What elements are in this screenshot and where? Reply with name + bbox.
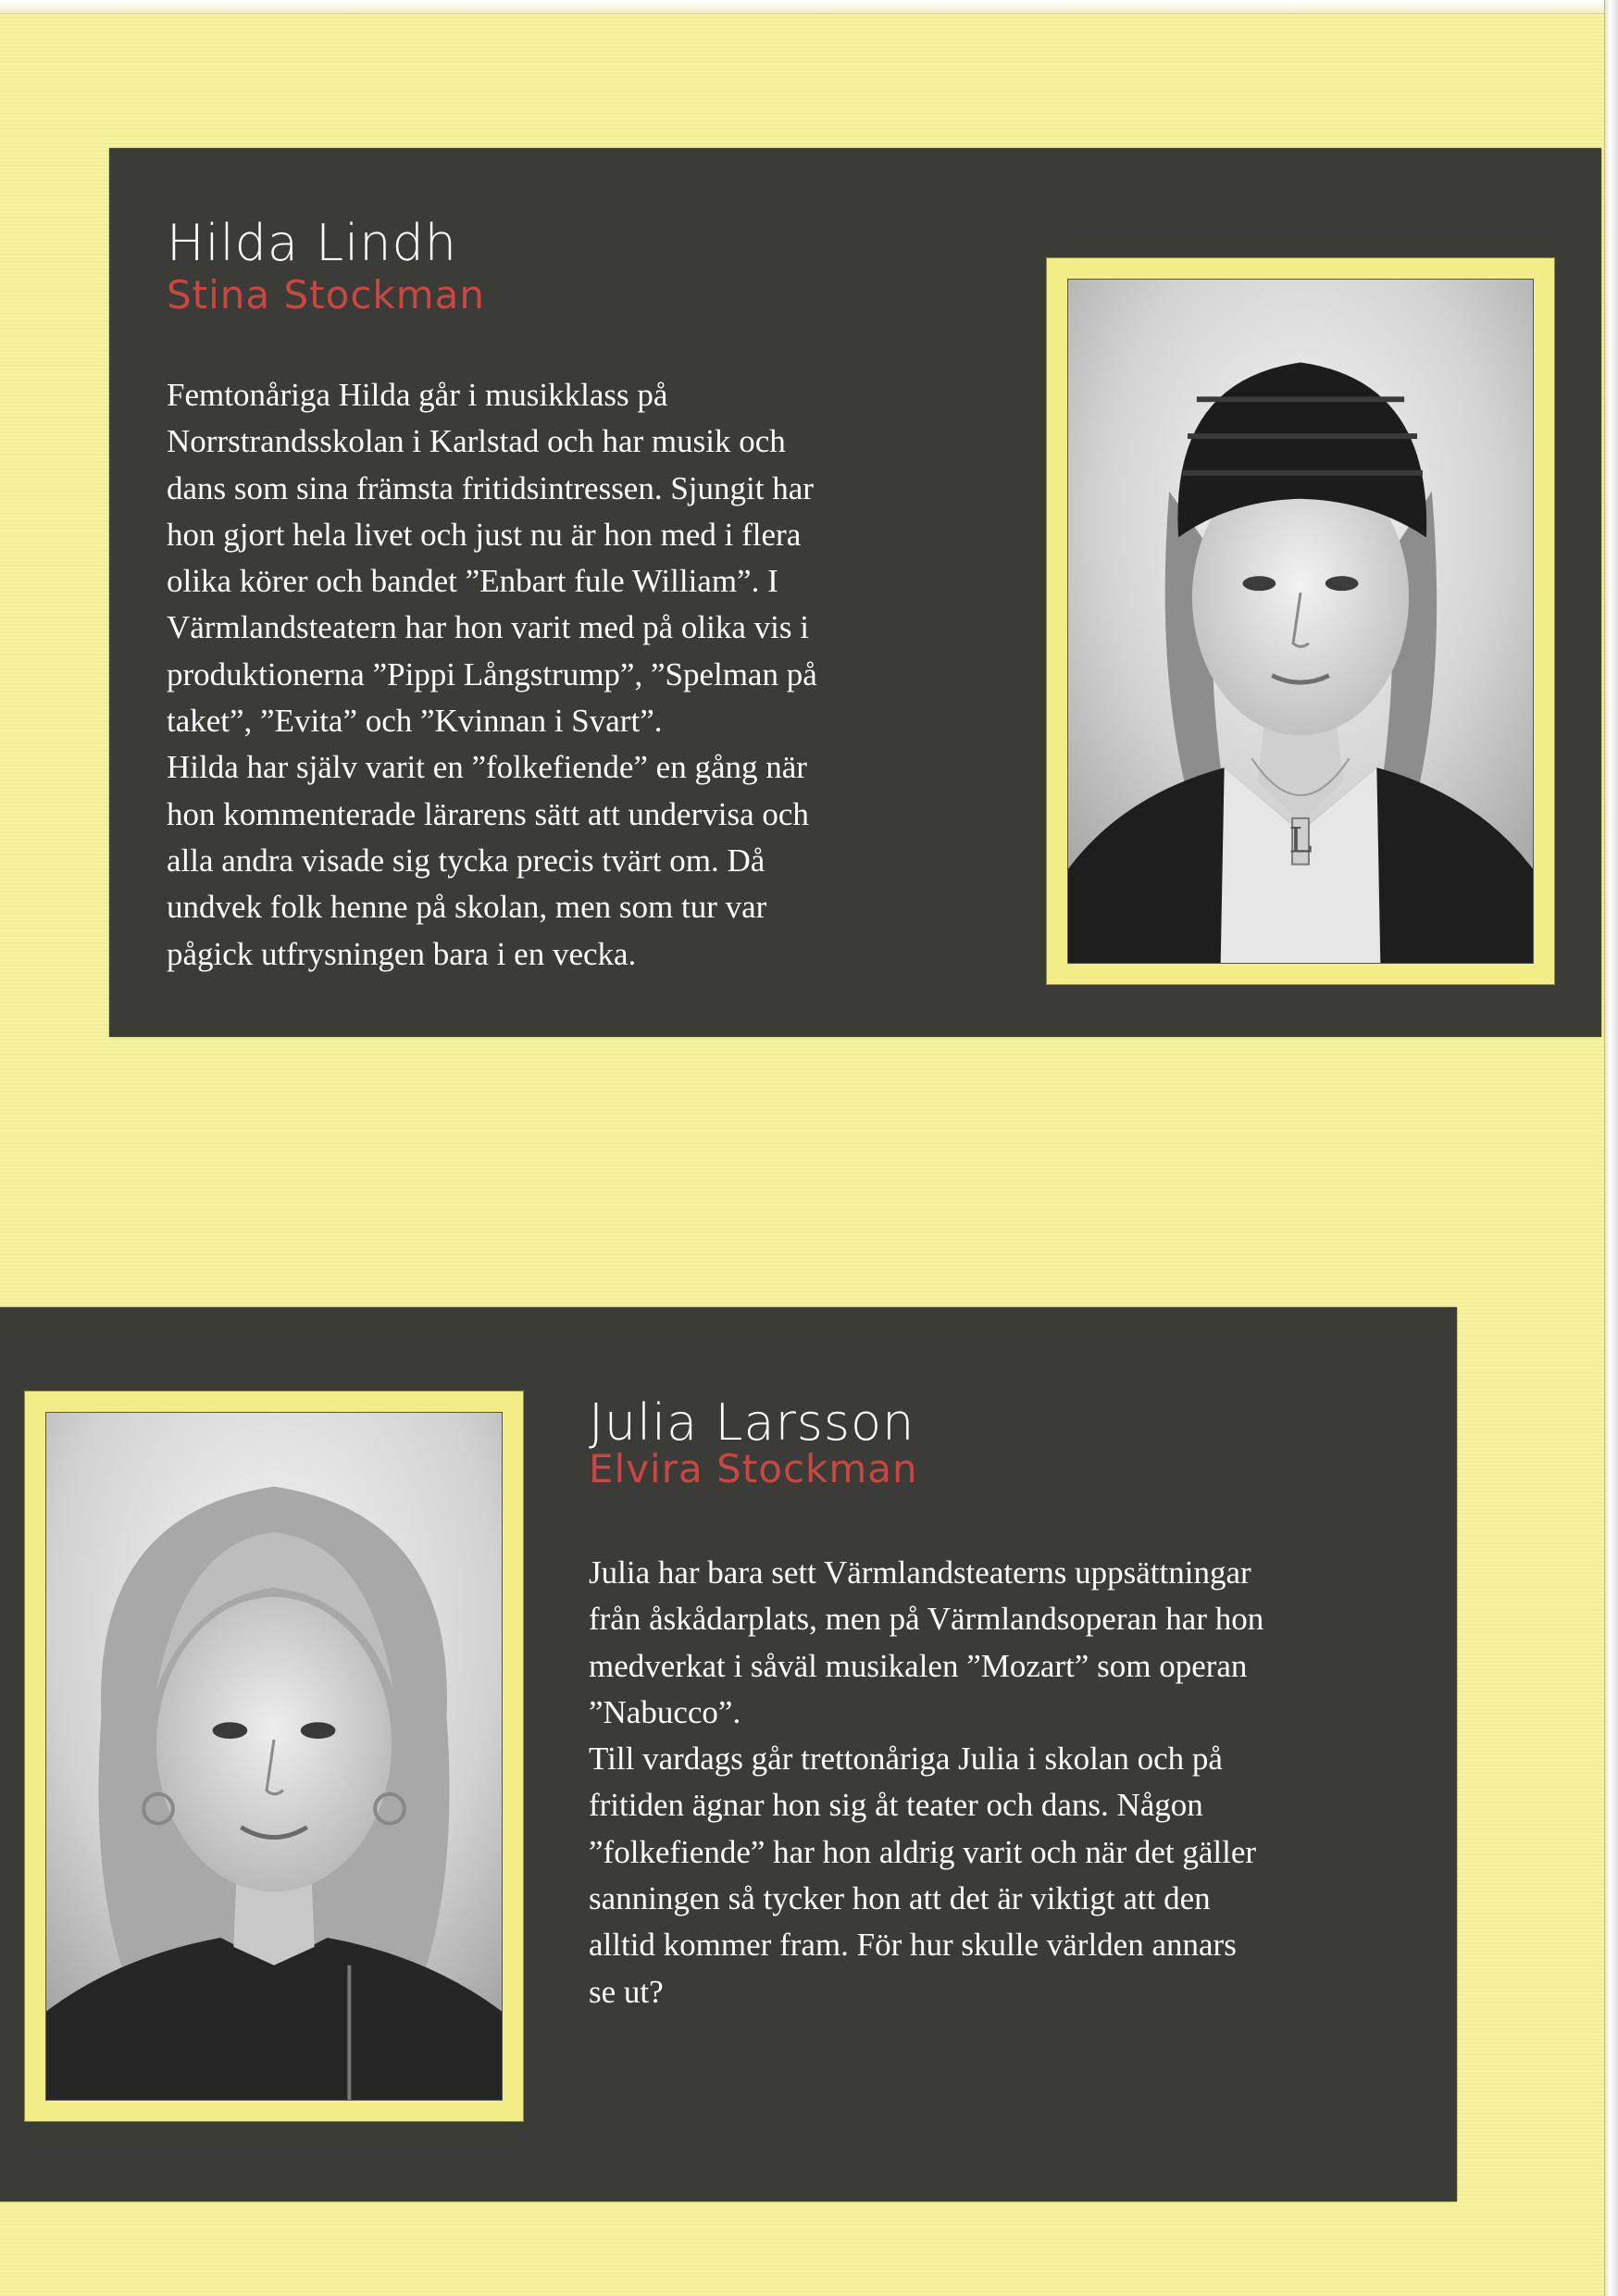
portrait-frame	[1046, 257, 1555, 985]
actor-name: Hilda Lindh	[167, 214, 457, 272]
character-role: Elvira Stockman	[589, 1446, 918, 1491]
page-right-edge	[1604, 0, 1618, 2296]
actor-name: Julia Larsson	[589, 1393, 915, 1452]
profile-card-hilda	[109, 148, 1601, 1037]
character-role: Stina Stockman	[167, 272, 486, 318]
actor-bio: Julia har bara sett Värmlandsteaterns uppsättningar från åskådarplats, men på Värmlandsoperan har hon medverkat i såväl musikalen ”Mozart” som operan ”Nabucco”. Till vardags går trettonåriga Julia i skolan och på fritiden ägnar hon sig åt teater och dans. Någon ”folkefiende” har hon aldrig varit och när det gäller sanningen så tycker hon att det är viktigt att den alltid kommer fram. För hur skulle världen annars se ut?	[589, 1554, 1264, 2010]
necklace-letter: L	[1288, 819, 1313, 861]
portrait-photo	[1067, 279, 1534, 964]
profile-card-julia	[0, 1307, 1457, 2202]
portrait-illustration	[46, 1413, 502, 2100]
portrait-photo	[45, 1412, 503, 2101]
portrait-illustration	[1068, 280, 1533, 963]
actor-bio: Femtonåriga Hilda går i musikklass på Norrstrandsskolan i Karlstad och har musik och dans som sina främsta fritidsintressen. Sjungit har hon gjort hela livet och just nu är hon med i flera olika körer och bandet ”Enbart fule William”. I Värmlandsteatern har hon varit med på olika vis i produktionerna ”Pippi Långstrump”, ”Spelman på taket”, ”Evita” och ”Kvinnan i Svart”. Hilda har själv varit en ”folkefiende” en gång när hon kommenterade lärarens sätt att undervisa och alla andra visade sig tycka precis tvärt om. Då undvek folk henne på skolan, men som tur var pågick utfrysningen bara i en vecka.	[167, 377, 817, 972]
page-top-edge	[0, 0, 1618, 14]
portrait-frame	[24, 1391, 524, 2122]
